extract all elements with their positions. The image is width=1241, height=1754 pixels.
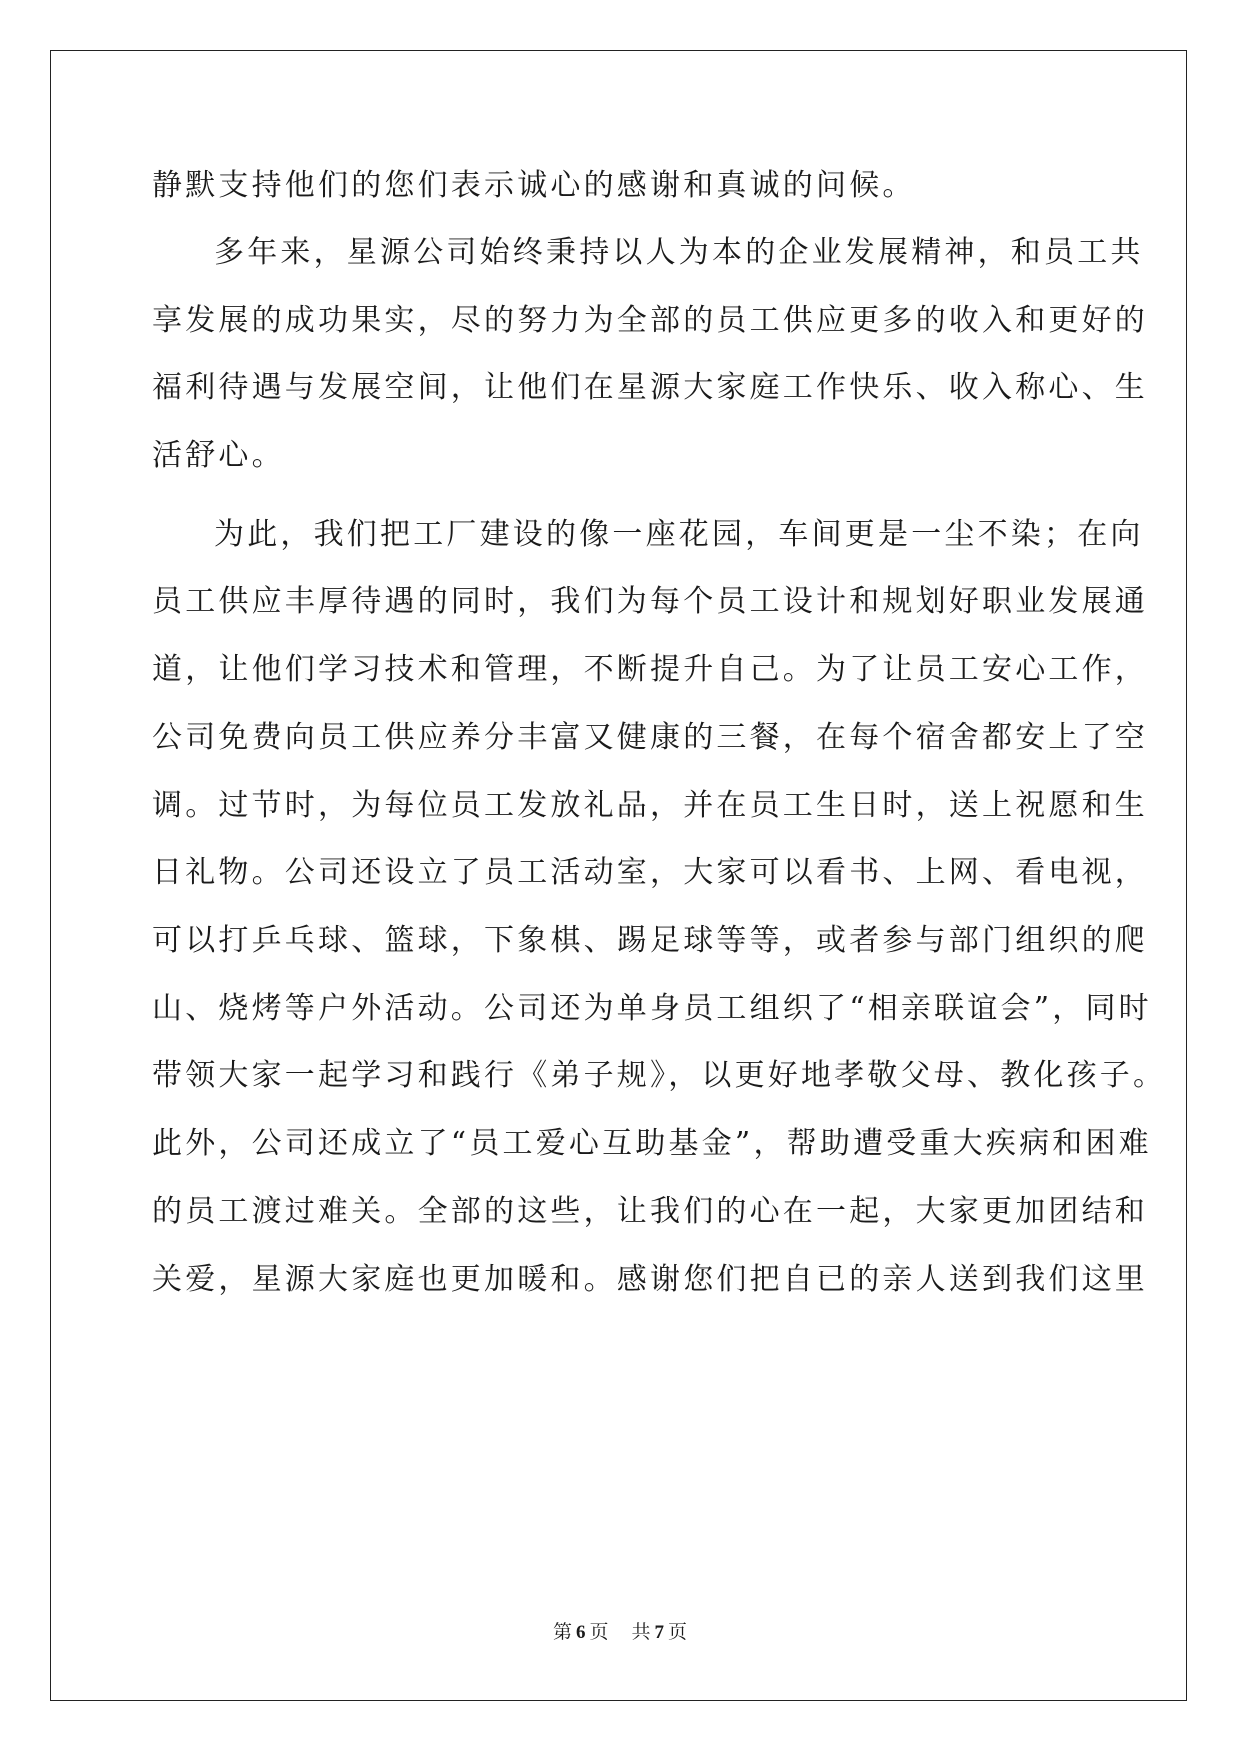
text-line: 福利待遇与发展空间，让他们在星源大家庭工作快乐、收入称心、生 — [152, 370, 1148, 405]
text-line: 道，让他们学习技术和管理，不断提升自己。为了让员工安心工作， — [152, 652, 1148, 687]
page-suffix: 页 — [589, 1622, 610, 1643]
text-line: 的员工渡过难关。全部的这些，让我们的心在一起，大家更加团结和 — [152, 1194, 1148, 1229]
paragraph-start-line: 为此，我们把工厂建设的像一座花园，车间更是一尘不染；在向 — [214, 517, 1144, 552]
text-line: 关爱，星源大家庭也更加暖和。感谢您们把自已的亲人送到我们这里 — [152, 1262, 1148, 1297]
text-line: 可以打乒乓球、篮球，下象棋、踢足球等等，或者参与部门组织的爬 — [152, 923, 1148, 958]
text-line: 享发展的成功果实，尽的努力为全部的员工供应更多的收入和更好的 — [152, 303, 1148, 338]
text-line: 日礼物。公司还设立了员工活动室，大家可以看书、上网、看电视， — [152, 855, 1148, 890]
text-line: 静默支持他们的您们表示诚心的感谢和真诚的问候。 — [152, 168, 916, 203]
page-prefix: 第 — [552, 1622, 573, 1643]
text-line: 公司免费向员工供应养分丰富又健康的三餐，在每个宿舍都安上了空 — [152, 720, 1148, 755]
text-line: 员工供应丰厚待遇的同时，我们为每个员工设计和规划好职业发展通 — [152, 584, 1148, 619]
text-line: 调。过节时，为每位员工发放礼品，并在员工生日时，送上祝愿和生 — [152, 788, 1148, 823]
page-number: 6 — [575, 1622, 587, 1643]
text-line: 带领大家一起学习和践行《弟子规》，以更好地孝敬父母、教化孩子。 — [152, 1058, 1167, 1093]
text-line: 此外，公司还成立了“员工爱心互助基金”，帮助遭受重大疾病和困难 — [152, 1126, 1152, 1161]
paragraph-start-line: 多年来，星源公司始终秉持以人为本的企业发展精神，和员工共 — [214, 235, 1144, 270]
total-suffix: 页 — [668, 1622, 689, 1643]
page-footer — [0, 1621, 1241, 1645]
total-pages: 7 — [654, 1622, 666, 1643]
text-line: 山、烧烤等户外活动。公司还为单身员工组织了“相亲联谊会”，同时 — [152, 991, 1152, 1026]
text-line: 活舒心。 — [152, 438, 285, 473]
total-prefix: 共 — [631, 1622, 652, 1643]
